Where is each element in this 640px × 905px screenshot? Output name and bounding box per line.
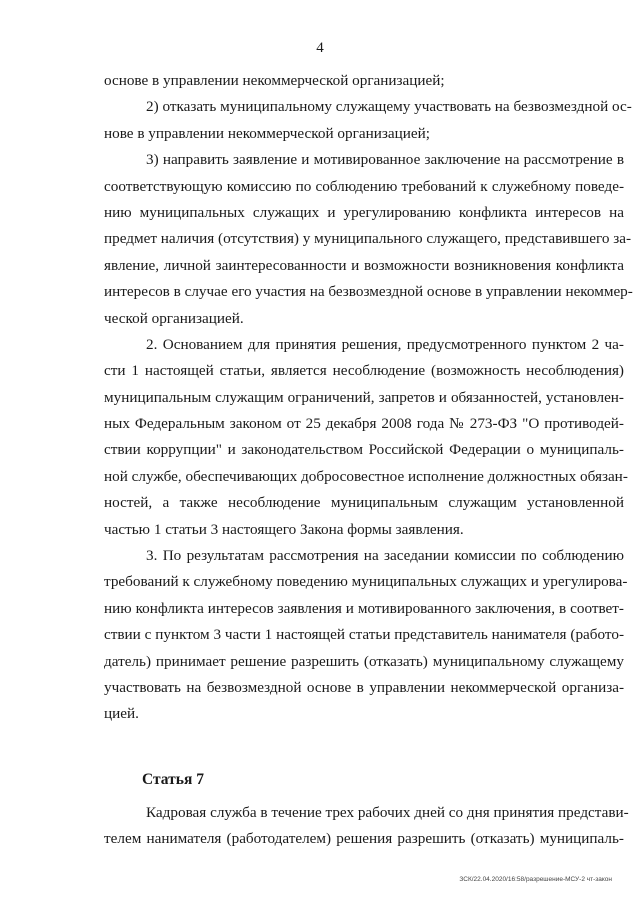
text-line: ствии коррупции" и законодательством Российской Федерации о муниципаль- bbox=[104, 441, 624, 459]
text-line: предмет наличия (отсутствия) у муниципального служащего, представившего за- bbox=[104, 230, 632, 248]
article-heading: Статья 7 bbox=[142, 770, 204, 788]
text-line: ческой организацией. bbox=[104, 309, 244, 327]
text-line: ной службе, обеспечивающих добросовестное исполнение должностных обязан- bbox=[104, 467, 628, 485]
text-line: датель) принимает решение разрешить (отказать) муниципальному служащему bbox=[104, 652, 624, 670]
text-line: Кадровая служба в течение трех рабочих дней со дня принятия представи- bbox=[146, 803, 629, 821]
text-line: нию муниципальных служащих и урегулированию конфликта интересов на bbox=[104, 203, 624, 221]
text-line: телем нанимателя (работодателем) решения разрешить (отказать) муниципаль- bbox=[104, 830, 624, 848]
text-line: 2) отказать муниципальному служащему участвовать на безвозмездной ос- bbox=[146, 98, 632, 116]
text-line: частью 1 статьи 3 настоящего Закона формы заявления. bbox=[104, 520, 464, 538]
text-line: участвовать на безвозмездной основе в управлении некоммерческой организа- bbox=[104, 678, 624, 696]
text-line: 3. По результатам рассмотрения на заседании комиссии по соблюдению bbox=[146, 547, 624, 565]
paragraph-lines bbox=[104, 68, 633, 728]
article-text-lines bbox=[104, 800, 629, 853]
text-line: требований к служебному поведению муниципальных служащих и урегулирова- bbox=[104, 573, 628, 591]
text-line: интересов в случае его участия на безвозмездной основе в управлении некоммер- bbox=[104, 283, 633, 301]
text-line: муниципальным служащим ограничений, запретов и обязанностей, установлен- bbox=[104, 388, 624, 406]
document-footer-code: ЗСК/22.04.2020/16:58/разрешение-МСУ-2 чт-закон bbox=[459, 876, 612, 883]
text-line: цией. bbox=[104, 705, 139, 723]
text-line: основе в управлении некоммерческой организацией; bbox=[104, 72, 445, 89]
section-gap bbox=[104, 728, 624, 766]
text-line: ностей, а также несоблюдение муниципальным служащим установленной bbox=[104, 494, 624, 512]
text-line: ных Федеральным законом от 25 декабря 2008 года № 273-ФЗ "О противодей- bbox=[104, 415, 624, 433]
page-number: 4 bbox=[316, 40, 324, 56]
text-line: 2. Основанием для принятия решения, предусмотренного пунктом 2 ча- bbox=[146, 335, 624, 353]
text-line: соответствующую комиссию по соблюдению требований к служебному поведе- bbox=[104, 177, 624, 195]
text-line: ствии с пунктом 3 части 1 настоящей статьи представитель нанимателя (работо- bbox=[104, 626, 624, 644]
text-line: нию конфликта интересов заявления и мотивированного заключения, в соответ- bbox=[104, 599, 624, 617]
document-body bbox=[104, 68, 633, 853]
text-line: сти 1 настоящей статьи, является несоблюдение (возможность несоблюдения) bbox=[104, 362, 624, 380]
text-line: 3) направить заявление и мотивированное заключение на рассмотрение в bbox=[146, 151, 624, 169]
text-line: явление, личной заинтересованности и возможности возникновения конфликта bbox=[104, 256, 624, 274]
text-line: нове в управлении некоммерческой организацией; bbox=[104, 124, 430, 142]
